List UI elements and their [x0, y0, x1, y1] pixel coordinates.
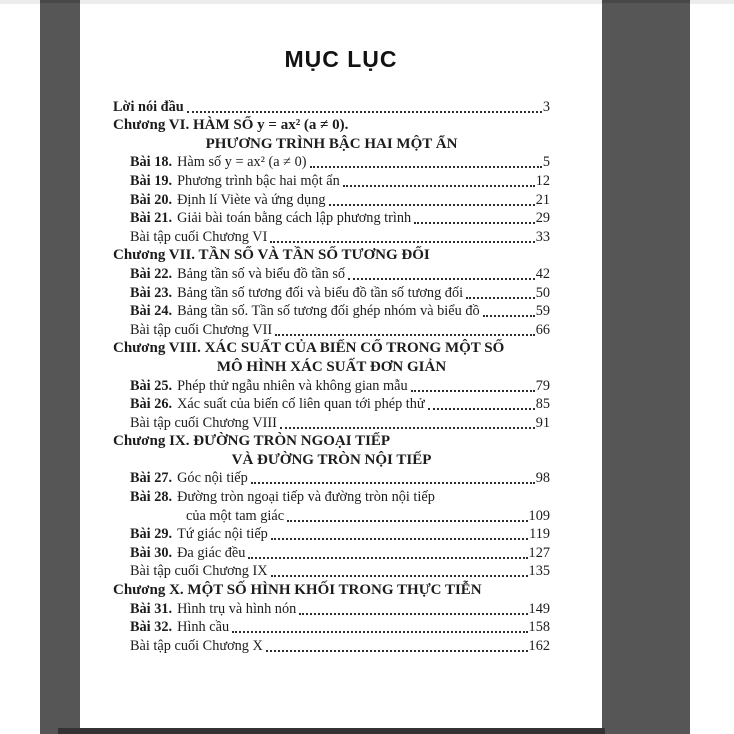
entry-label: Bài 19. — [130, 172, 173, 189]
toc-entry — [113, 246, 550, 265]
dot-leader — [248, 557, 527, 559]
entry-text: Bài tập cuối Chương X — [130, 637, 263, 654]
entry-text: Đa giác đều — [177, 544, 246, 561]
toc-entry — [113, 580, 550, 599]
toc-entry — [113, 525, 550, 544]
dot-leader — [343, 185, 535, 187]
entry-text: Chương VII. TẦN SỐ VÀ TẦN SỐ TƯƠNG ĐỐI — [113, 247, 430, 264]
toc-entry — [113, 543, 550, 562]
book-bottom-edge — [58, 728, 605, 734]
entry-text: Bảng tần số và biểu đồ tần số — [177, 265, 346, 282]
toc-entry — [113, 302, 550, 321]
toc-entry — [113, 153, 550, 172]
entry-page-number: 91 — [535, 414, 550, 431]
book-right-edge — [602, 0, 690, 734]
dot-leader — [280, 427, 535, 429]
toc-entry — [113, 116, 550, 135]
entry-page-number: 3 — [542, 98, 550, 115]
entry-page-number: 149 — [528, 600, 550, 617]
entry-text: Phép thử ngẫu nhiên và không gian mẫu — [177, 377, 408, 394]
toc-entry — [113, 227, 550, 246]
toc-entry — [113, 562, 550, 581]
entry-page-number: 12 — [535, 172, 550, 189]
toc-entry — [113, 469, 550, 488]
entry-text: Hình cầu — [177, 619, 230, 636]
entry-page-number: 119 — [529, 526, 550, 543]
dot-leader — [329, 204, 535, 206]
entry-page-number: 66 — [535, 321, 550, 338]
dot-leader — [275, 334, 535, 336]
toc-entry — [113, 283, 550, 302]
entry-page-number: 50 — [535, 284, 550, 301]
entry-page-number: 158 — [528, 619, 550, 636]
entry-text: Phương trình bậc hai một ẩn — [177, 172, 340, 189]
entry-page-number: 42 — [535, 265, 550, 282]
entry-label: Bài 30. — [130, 544, 173, 561]
entry-page-number: 98 — [535, 470, 550, 487]
entry-page-number: 162 — [528, 637, 550, 654]
entry-label: Bài 31. — [130, 600, 173, 617]
entry-text: của một tam giác — [186, 507, 285, 524]
dot-leader — [266, 650, 528, 652]
entry-page-number: 5 — [542, 154, 550, 171]
entry-label: Bài 23. — [130, 284, 173, 301]
toc-entry — [113, 636, 550, 655]
toc-entry — [113, 395, 550, 414]
toc-entry — [113, 450, 550, 469]
toc-entry — [113, 190, 550, 209]
toc-entry — [113, 209, 550, 228]
entry-text: Tứ giác nội tiếp — [177, 526, 268, 543]
entry-text: Giải bài toán bằng cách lập phương trình — [177, 210, 412, 227]
dot-leader — [466, 297, 535, 299]
entry-text: Hình trụ và hình nón — [177, 600, 297, 617]
entry-page-number: 21 — [535, 191, 550, 208]
entry-label: Lời nói đầu — [113, 98, 184, 115]
entry-page-number: 29 — [535, 210, 550, 227]
entry-label: Bài 27. — [130, 470, 173, 487]
toc-entry — [113, 487, 550, 506]
entry-text: PHƯƠNG TRÌNH BẬC HAI MỘT ẨN — [205, 135, 458, 152]
entry-text: MÔ HÌNH XÁC SUẤT ĐƠN GIẢN — [216, 358, 447, 375]
book-left-edge — [40, 0, 80, 734]
entry-page-number: 79 — [535, 377, 550, 394]
toc-entry — [113, 134, 550, 153]
toc-entry — [113, 320, 550, 339]
entry-label: Bài 32. — [130, 619, 173, 636]
entry-text: Bài tập cuối Chương IX — [130, 563, 268, 580]
toc-entry — [113, 376, 550, 395]
entry-text: Góc nội tiếp — [177, 470, 248, 487]
dot-leader — [271, 575, 528, 577]
entry-text: Hàm số y = ax² (a ≠ 0) — [177, 154, 307, 171]
dot-leader — [411, 390, 535, 392]
entry-page-number: 85 — [535, 396, 550, 413]
entry-label: Bài 18. — [130, 154, 173, 171]
dot-leader — [428, 408, 535, 410]
entry-page-number: 135 — [528, 563, 550, 580]
toc-entry — [113, 599, 550, 618]
dot-leader — [271, 538, 528, 540]
toc-entry — [113, 357, 550, 376]
entry-page-number: 59 — [535, 303, 550, 320]
dot-leader — [483, 315, 535, 317]
dot-leader — [299, 613, 527, 615]
entry-text: Xác suất của biến cố liên quan tới phép thử — [177, 396, 425, 413]
dot-leader — [310, 166, 542, 168]
entry-text: Chương IX. ĐƯỜNG TRÒN NGOẠI TIẾP — [113, 433, 391, 450]
entry-page-number: 33 — [535, 228, 550, 245]
entry-text: Bài tập cuối Chương VII — [130, 321, 273, 338]
entry-text: Định lí Viète và ứng dụng — [177, 191, 326, 208]
dot-leader — [232, 631, 527, 633]
dot-leader — [414, 222, 535, 224]
entry-page-number: 127 — [528, 544, 550, 561]
toc-entry — [113, 413, 550, 432]
entry-text: VÀ ĐƯỜNG TRÒN NỘI TIẾP — [231, 451, 432, 468]
entry-label: Bài 26. — [130, 396, 173, 413]
dot-leader — [270, 241, 534, 243]
toc-entry — [113, 506, 550, 525]
entry-label: Bài 22. — [130, 265, 173, 282]
toc-list — [113, 97, 550, 655]
entry-text: Bài tập cuối Chương VI — [130, 228, 268, 245]
entry-text: Bảng tần số. Tần số tương đối ghép nhóm và biểu đồ — [177, 303, 480, 320]
entry-label: Bài 20. — [130, 191, 173, 208]
entry-text: Đường tròn ngoại tiếp và đường tròn nội tiếp — [177, 489, 435, 506]
page-title: MỤC LỤC — [284, 46, 398, 72]
toc-entry — [113, 171, 550, 190]
entry-text: Bài tập cuối Chương VIII — [130, 414, 277, 431]
entry-text: Chương VI. HÀM SỐ y = ax² (a ≠ 0). — [113, 117, 349, 134]
toc-entry — [113, 432, 550, 451]
dot-leader — [187, 111, 542, 113]
entry-label: Bài 28. — [130, 489, 173, 506]
toc-entry — [113, 97, 550, 116]
entry-page-number: 109 — [528, 507, 550, 524]
entry-label: Bài 25. — [130, 377, 173, 394]
toc-entry — [113, 339, 550, 358]
toc-entry — [113, 264, 550, 283]
toc-entry — [113, 618, 550, 637]
entry-label: Bài 24. — [130, 303, 173, 320]
dot-leader — [287, 520, 527, 522]
entry-text: Chương X. MỘT SỐ HÌNH KHỐI TRONG THỰC TIỄN — [113, 582, 482, 599]
entry-label: Bài 21. — [130, 210, 173, 227]
dot-leader — [251, 482, 535, 484]
entry-text: Bảng tần số tương đối và biểu đồ tần số tương đối — [177, 284, 464, 301]
entry-label: Bài 29. — [130, 526, 173, 543]
entry-text: Chương VIII. XÁC SUẤT CỦA BIẾN CỐ TRONG MỘT SỐ — [113, 340, 505, 357]
dot-leader — [348, 278, 535, 280]
